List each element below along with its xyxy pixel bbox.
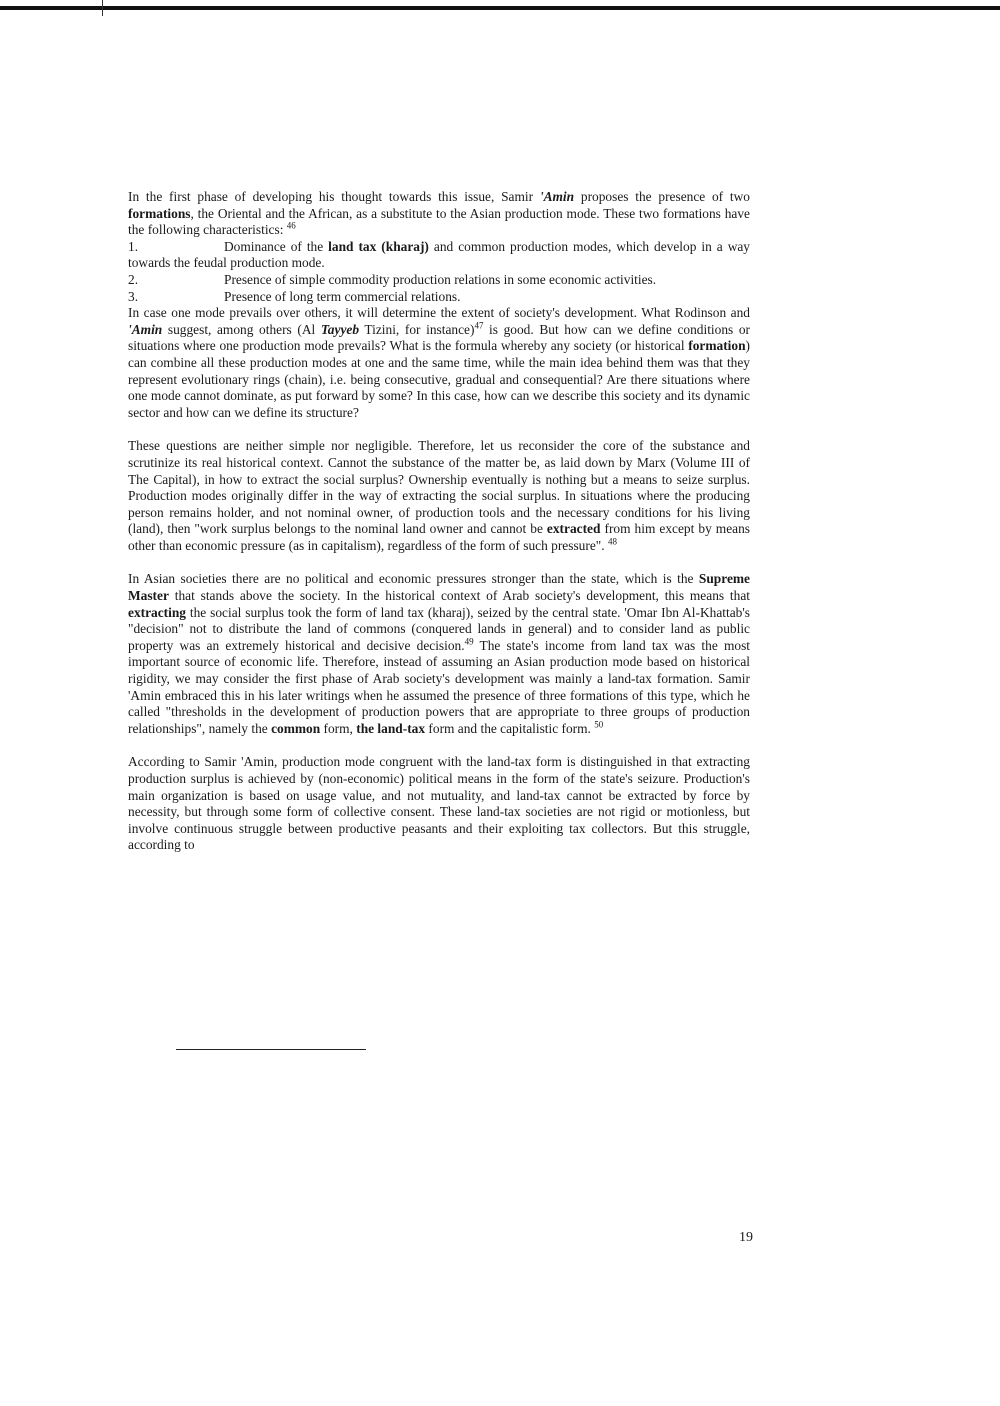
body-text	[128, 189, 750, 854]
list-number: 2.	[128, 271, 139, 287]
paragraph-1: In the first phase of developing his thought towards this issue, Samir 'Amin proposes the presence of two formations, the Oriental and the African, as a substitute to the Asian production mode. These two formations have the following characteristics: $^{46}$	[128, 189, 750, 238]
top-border-rule	[0, 6, 1000, 10]
list-item: 1. Dominance of the land tax (kharaj) and common production modes, which develop in a way towards the feudal production mode.	[128, 238, 750, 271]
footnote-ref-49: 49	[464, 636, 474, 647]
footnote-ref-50: 50	[594, 719, 604, 730]
paragraph-5: According to Samir 'Amin, production mode congruent with the land-tax form is distinguished in that extracting production surplus is achieved by (non-economic) political means in the form of the state's seizure. Production's main organization is based on usage value, and not mutuality, and land-tax cannot be extracted by force by necessity, but through some form of collective consent. These land-tax societies are not rigid or motionless, but involve continuous struggle between productive peasants and their exploiting tax collectors. But this struggle, according to	[128, 754, 750, 853]
paragraph-3: These questions are neither simple nor negligible. Therefore, let us reconsider the core of the substance and scrutinize its real historical context. Cannot the substance of the matter be, as laid down by Marx (Volume III of The Capital), in how to extract the social surplus? Ownership eventually is nothing but a means to seize surplus. Production modes originally differ in the way of extracting the social surplus. In situations where the producing person remains holder, and not nominal owner, of production tools and the necessary conditions for his living (land), then "work surplus belongs to the nominal land owner and cannot be extracted from him except by means other than economic pressure (as in capitalism), regardless of the form of such pressure". $^{48}$	[128, 438, 750, 553]
list-item: 3. Presence of long term commercial relations.	[128, 288, 461, 304]
paragraph-4: In Asian societies there are no political and economic pressures stronger than the state, which is the Supreme Master that stands above the society. In the historical context of Arab society's development, this means that extracting the social surplus took the form of land tax (kharaj), seized by the central state. 'Omar Ibn Al-Khattab's "decision" not to distribute the land of commons (conquered lands in general) and to consider land as public property was an extremely historical and decisive decision.$^{49}$ The state's income from land tax was the most important source of economic life. Therefore, instead of assuming an Asian production mode based on historical rigidity, we may consider the first phase of Arab society's development was mainly a land-tax formation. Samir 'Amin embraced this in his later writings when he assumed the presence of three formations of this type, which he called "thresholds in the development of production powers that are appropriate to three groups of production relationships", namely the common form, the land-tax form and the capitalistic form. $^{50}$	[128, 571, 751, 736]
list-number: 1.	[128, 238, 139, 254]
page-number: 19	[739, 1230, 753, 1245]
paragraph-2: In case one mode prevails over others, it will determine the extent of society's development. What Rodinson and 'Amin suggest, among others (Al Tayyeb Tizini, for instance)$^{47}$ is good. But how can we define conditions or situations where one production mode prevails? What is the formula whereby any society (or historical formation) can combine all these production modes at one and the same time, while the main idea behind them was that they represent evolutionary rings (chain), i.e. being consecutive, gradual and consequential? Are there situations where one mode cannot dominate, as put forward by some? In this case, how can we describe this society and its dynamic sector and how can we define its structure?	[128, 305, 751, 420]
footnote-separator	[176, 1049, 366, 1050]
footnote-ref-46: 46	[286, 220, 296, 231]
footnote-ref-48: 48	[607, 536, 617, 547]
list-number: 3.	[128, 288, 139, 304]
list-item: 2. Presence of simple commodity production relations in some economic activities.	[128, 271, 657, 287]
top-rule-tick	[102, 0, 103, 16]
footnote-ref-47: 47	[474, 320, 484, 331]
